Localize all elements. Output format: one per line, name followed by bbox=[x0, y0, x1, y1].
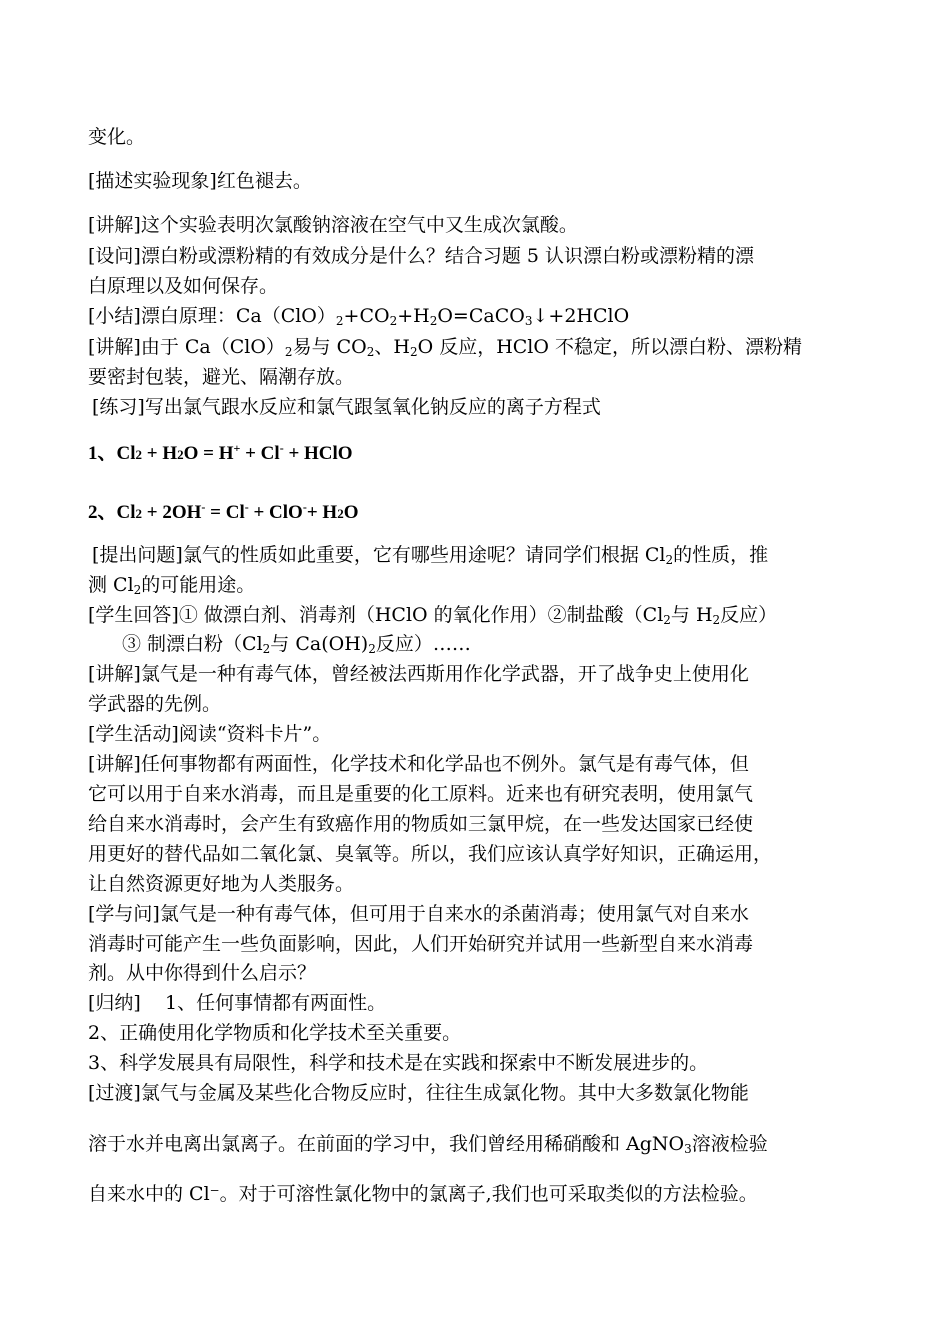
text-line: [练习]写出氯气跟水反应和氯气跟氢氧化钠反应的离子方程式 bbox=[92, 396, 601, 418]
summary-equation-line: [小结]漂白原理：$Ca(ClO)_2+CO_2+H_2O=CaCO_3↓+2HClO$ bbox=[88, 305, 630, 328]
text-line: [学与问]氯气是一种有毒气体，但可用于自来水的杀菌消毒；使用氯气对自来水 bbox=[88, 903, 749, 925]
text-line: 给自来水消毒时，会产生有致癌作用的物质如三氯甲烷，在一些发达国家已经使 bbox=[88, 813, 754, 835]
text-line: 它可以用于自来水消毒，而且是重要的化工原料。近来也有研究表明，使用氯气 bbox=[88, 783, 754, 805]
text-line: [学生活动]阅读“资料卡片”。 bbox=[88, 723, 332, 745]
text-line: [归纳] 1、任何事情都有两面性。 bbox=[88, 992, 387, 1014]
text-line: 消毒时可能产生一些负面影响，因此，人们开始研究并试用一些新型自来水消毒 bbox=[88, 933, 754, 955]
text-line: 让自然资源更好地为人类服务。 bbox=[88, 873, 355, 895]
text-line: 3、科学发展具有局限性，科学和技术是在实践和探索中不断发展进步的。 bbox=[88, 1052, 709, 1074]
text-line: 2、正确使用化学物质和化学技术至关重要。 bbox=[88, 1022, 462, 1044]
text-line: 白原理以及如何保存。 bbox=[88, 275, 279, 297]
text-line: [学生回答]① 做漂白剂、消毒剂（HClO 的氧化作用）②制盐酸（$Cl_2$与 $H_2$反应） bbox=[88, 604, 778, 627]
text-line: [描述实验现象]红色褪去。 bbox=[88, 170, 312, 192]
text-line: 剂。从中你得到什么启示？ bbox=[88, 962, 317, 984]
text-line: 学武器的先例。 bbox=[88, 693, 222, 715]
text-line: [讲解]这个实验表明次氯酸钠溶液在空气中又生成次氯酸。 bbox=[88, 214, 578, 236]
text-line: ③ 制漂白粉（$Cl_2$与 $Ca(OH)_2$反应）…… bbox=[122, 633, 471, 656]
text-line: 用更好的替代品如二氧化氯、臭氧等。所以，我们应该认真学好知识，正确运用， bbox=[88, 843, 773, 865]
text-line: [讲解]由于 $Ca(ClO)_2$易与 $CO_2$、$H_2O$ 反应，HClO 不稳定，所以漂白粉、漂粉精 bbox=[88, 336, 802, 359]
text-line: [讲解]任何事物都有两面性，化学技术和化学品也不例外。氯气是有毒气体，但 bbox=[88, 753, 749, 775]
text-line: [设问]漂白粉或漂粉精的有效成分是什么？结合习题 5 认识漂白粉或漂粉精的漂 bbox=[88, 245, 754, 267]
text-line: 要密封包装，避光、隔潮存放。 bbox=[88, 366, 355, 388]
ionic-equation-1: 1、Cl2 + H2O = H+ + Cl- + HClO bbox=[88, 441, 353, 464]
text-line: 变化。 bbox=[88, 126, 146, 148]
text-line: [过渡]氯气与金属及某些化合物反应时，往往生成氯化物。其中大多数氯化物能 bbox=[88, 1082, 749, 1104]
text-line: 测 $Cl_2$的可能用途。 bbox=[88, 574, 256, 597]
text-line: 自来水中的 Cl⁻。对于可溶性氯化物中的氯离子,我们也可采取类似的方法检验。 bbox=[88, 1183, 758, 1205]
ionic-equation-2: 2、Cl2 + 2OH- = Cl- + ClO-+ H2O bbox=[88, 500, 359, 523]
text-line: [提出问题]氯气的性质如此重要，它有哪些用途呢？请同学们根据 $Cl_2$的性质，推 bbox=[92, 544, 769, 567]
text-line: [讲解]氯气是一种有毒气体，曾经被法西斯用作化学武器，开了战争史上使用化 bbox=[88, 663, 749, 685]
text-line: 溶于水并电离出氯离子。在前面的学习中，我们曾经用稀硝酸和 AgNO$_3$溶液检验 bbox=[88, 1133, 768, 1156]
